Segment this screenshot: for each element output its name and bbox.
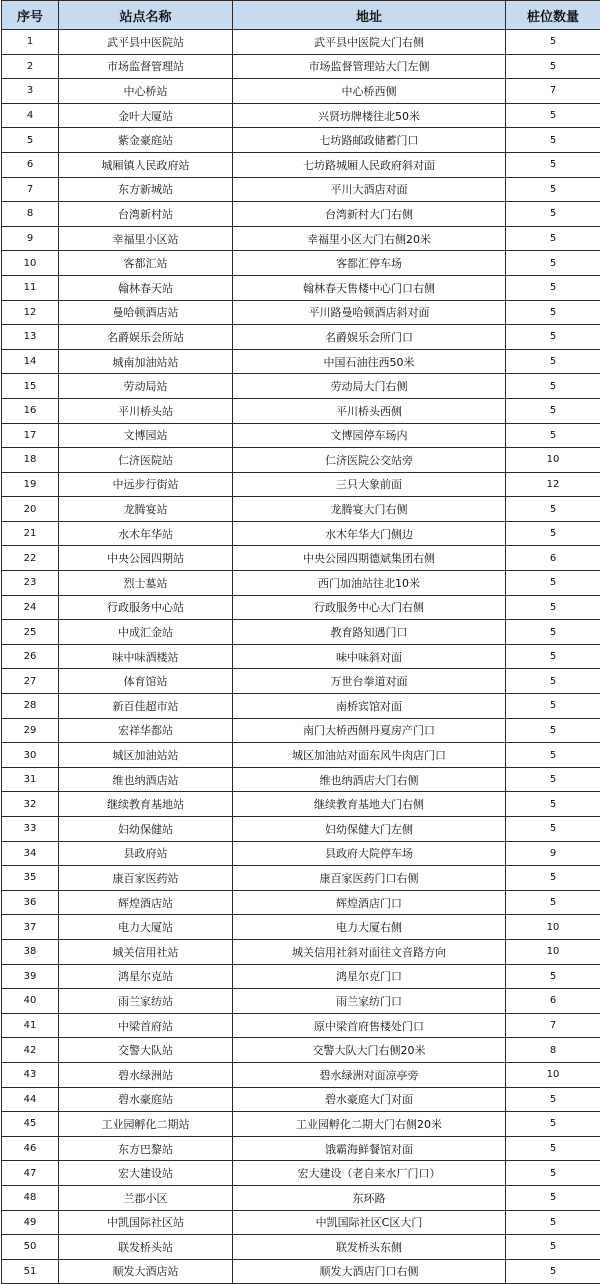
cell-pile-count: 10 xyxy=(506,448,600,473)
cell-station-name: 中心桥站 xyxy=(59,79,233,104)
cell-index: 25 xyxy=(2,620,59,645)
cell-station-name: 曼哈顿酒店站 xyxy=(59,300,233,325)
table-row xyxy=(2,226,600,251)
cell-address: 平川路曼哈顿酒店斜对面 xyxy=(233,300,506,325)
table-row xyxy=(2,1112,600,1137)
cell-address: 县政府大院停车场 xyxy=(233,841,506,866)
table-row xyxy=(2,398,600,423)
table-row xyxy=(2,890,600,915)
cell-pile-count: 5 xyxy=(506,325,600,350)
cell-index: 32 xyxy=(2,792,59,817)
cell-address: 幸福里小区大门右侧20米 xyxy=(233,226,506,251)
cell-address: 市场监督管理站大门左侧 xyxy=(233,54,506,79)
cell-index: 43 xyxy=(2,1062,59,1087)
cell-address: 客都汇停车场 xyxy=(233,251,506,276)
table-row xyxy=(2,1185,600,1210)
cell-pile-count: 10 xyxy=(506,915,600,940)
table-row xyxy=(2,521,600,546)
cell-station-name: 宏大建设站 xyxy=(59,1161,233,1186)
cell-address: 维也纳酒店大门右侧 xyxy=(233,767,506,792)
cell-station-name: 继续教育基地站 xyxy=(59,792,233,817)
cell-address: 万世台拳道对面 xyxy=(233,669,506,694)
cell-station-name: 仁济医院站 xyxy=(59,448,233,473)
cell-address: 兴贤坊牌楼往北50米 xyxy=(233,103,506,128)
cell-address: 康百家医药门口右侧 xyxy=(233,866,506,891)
table-row xyxy=(2,595,600,620)
table-row xyxy=(2,423,600,448)
cell-address: 南桥宾馆对面 xyxy=(233,694,506,719)
cell-index: 34 xyxy=(2,841,59,866)
cell-index: 18 xyxy=(2,448,59,473)
cell-address: 行政服务中心大门右侧 xyxy=(233,595,506,620)
cell-station-name: 水木年华站 xyxy=(59,521,233,546)
cell-address: 电力大厦右侧 xyxy=(233,915,506,940)
table-row xyxy=(2,718,600,743)
table-row xyxy=(2,79,600,104)
cell-index: 5 xyxy=(2,128,59,153)
cell-address: 西门加油站往北10米 xyxy=(233,571,506,596)
cell-station-name: 龙腾宴站 xyxy=(59,497,233,522)
table-row xyxy=(2,54,600,79)
table-row xyxy=(2,251,600,276)
cell-index: 8 xyxy=(2,202,59,227)
table-row xyxy=(2,349,600,374)
cell-address: 劳动局大门右侧 xyxy=(233,374,506,399)
cell-station-name: 金叶大厦站 xyxy=(59,103,233,128)
cell-pile-count: 5 xyxy=(506,1087,600,1112)
cell-station-name: 客都汇站 xyxy=(59,251,233,276)
cell-station-name: 紫金豪庭站 xyxy=(59,128,233,153)
table-row xyxy=(2,374,600,399)
cell-pile-count: 5 xyxy=(506,1210,600,1235)
cell-index: 46 xyxy=(2,1136,59,1161)
cell-address: 工业园孵化二期大门右侧20米 xyxy=(233,1112,506,1137)
table-row xyxy=(2,448,600,473)
cell-index: 16 xyxy=(2,398,59,423)
cell-station-name: 碧水豪庭站 xyxy=(59,1087,233,1112)
cell-pile-count: 5 xyxy=(506,226,600,251)
cell-pile-count: 5 xyxy=(506,669,600,694)
cell-index: 23 xyxy=(2,571,59,596)
cell-station-name: 台湾新村站 xyxy=(59,202,233,227)
table-row xyxy=(2,939,600,964)
cell-address: 顺发大酒店门口右侧 xyxy=(233,1259,506,1284)
cell-station-name: 碧水绿洲站 xyxy=(59,1062,233,1087)
cell-address: 台湾新村大门右侧 xyxy=(233,202,506,227)
table-row xyxy=(2,152,600,177)
cell-pile-count: 5 xyxy=(506,890,600,915)
cell-pile-count: 5 xyxy=(506,374,600,399)
cell-index: 6 xyxy=(2,152,59,177)
cell-address: 中央公园四期德斌集团右侧 xyxy=(233,546,506,571)
table-row xyxy=(2,743,600,768)
table-row xyxy=(2,325,600,350)
cell-index: 38 xyxy=(2,939,59,964)
table-row xyxy=(2,620,600,645)
cell-index: 50 xyxy=(2,1235,59,1260)
table-row xyxy=(2,1038,600,1063)
table-row xyxy=(2,1161,600,1186)
cell-station-name: 东方新城站 xyxy=(59,177,233,202)
cell-pile-count: 8 xyxy=(506,1038,600,1063)
cell-address: 碧水绿洲对面凉亭旁 xyxy=(233,1062,506,1087)
cell-pile-count: 5 xyxy=(506,30,600,55)
table-row xyxy=(2,1013,600,1038)
cell-index: 20 xyxy=(2,497,59,522)
cell-pile-count: 5 xyxy=(506,1259,600,1284)
cell-pile-count: 5 xyxy=(506,521,600,546)
table-row xyxy=(2,644,600,669)
cell-address: 原中梁首府售楼处门口 xyxy=(233,1013,506,1038)
cell-index: 7 xyxy=(2,177,59,202)
cell-index: 29 xyxy=(2,718,59,743)
cell-index: 35 xyxy=(2,866,59,891)
table-row xyxy=(2,300,600,325)
cell-station-name: 顺发大酒店站 xyxy=(59,1259,233,1284)
table-row xyxy=(2,128,600,153)
table-header-row xyxy=(2,1,600,30)
table-row xyxy=(2,669,600,694)
cell-address: 味中味斜对面 xyxy=(233,644,506,669)
cell-index: 19 xyxy=(2,472,59,497)
header-station-name: 站点名称 xyxy=(59,1,233,30)
cell-address: 水木年华大门侧边 xyxy=(233,521,506,546)
cell-address: 碧水豪庭大门对面 xyxy=(233,1087,506,1112)
cell-index: 17 xyxy=(2,423,59,448)
cell-station-name: 中梁首府站 xyxy=(59,1013,233,1038)
cell-station-name: 劳动局站 xyxy=(59,374,233,399)
cell-pile-count: 7 xyxy=(506,79,600,104)
cell-address: 妇幼保健大门左侧 xyxy=(233,817,506,842)
table-row xyxy=(2,694,600,719)
header-index: 序号 xyxy=(2,1,59,30)
cell-index: 13 xyxy=(2,325,59,350)
cell-index: 48 xyxy=(2,1185,59,1210)
cell-index: 42 xyxy=(2,1038,59,1063)
cell-index: 27 xyxy=(2,669,59,694)
cell-pile-count: 5 xyxy=(506,103,600,128)
cell-station-name: 中成汇金站 xyxy=(59,620,233,645)
cell-station-name: 翰林春天站 xyxy=(59,275,233,300)
cell-pile-count: 5 xyxy=(506,718,600,743)
cell-address: 中凯国际社区C区大门 xyxy=(233,1210,506,1235)
cell-address: 交警大队大门右侧20米 xyxy=(233,1038,506,1063)
cell-index: 24 xyxy=(2,595,59,620)
cell-pile-count: 5 xyxy=(506,275,600,300)
cell-station-name: 城区加油站站 xyxy=(59,743,233,768)
table-row xyxy=(2,472,600,497)
cell-address: 名爵娱乐会所门口 xyxy=(233,325,506,350)
cell-station-name: 东方巴黎站 xyxy=(59,1136,233,1161)
table-row xyxy=(2,841,600,866)
cell-pile-count: 9 xyxy=(506,841,600,866)
cell-pile-count: 5 xyxy=(506,177,600,202)
cell-station-name: 体育馆站 xyxy=(59,669,233,694)
cell-address: 继续教育基地大门右侧 xyxy=(233,792,506,817)
table-row xyxy=(2,571,600,596)
table-row xyxy=(2,546,600,571)
cell-address: 东环路 xyxy=(233,1185,506,1210)
cell-station-name: 宏祥华都站 xyxy=(59,718,233,743)
table-row xyxy=(2,817,600,842)
cell-address: 平川桥头西侧 xyxy=(233,398,506,423)
table-row xyxy=(2,964,600,989)
cell-pile-count: 5 xyxy=(506,1161,600,1186)
cell-station-name: 城厢镇人民政府站 xyxy=(59,152,233,177)
header-pile-count: 桩位数量 xyxy=(506,1,600,30)
cell-pile-count: 5 xyxy=(506,423,600,448)
cell-station-name: 味中味酒楼站 xyxy=(59,644,233,669)
cell-index: 12 xyxy=(2,300,59,325)
table-row xyxy=(2,1087,600,1112)
table-row xyxy=(2,989,600,1014)
table-row xyxy=(2,866,600,891)
cell-index: 37 xyxy=(2,915,59,940)
cell-pile-count: 5 xyxy=(506,743,600,768)
cell-index: 51 xyxy=(2,1259,59,1284)
cell-pile-count: 5 xyxy=(506,349,600,374)
cell-pile-count: 5 xyxy=(506,866,600,891)
cell-pile-count: 5 xyxy=(506,1112,600,1137)
cell-station-name: 电力大厦站 xyxy=(59,915,233,940)
cell-station-name: 烈士墓站 xyxy=(59,571,233,596)
table-row xyxy=(2,767,600,792)
cell-address: 联发桥头东侧 xyxy=(233,1235,506,1260)
cell-station-name: 平川桥头站 xyxy=(59,398,233,423)
cell-station-name: 中远步行街站 xyxy=(59,472,233,497)
cell-index: 30 xyxy=(2,743,59,768)
cell-index: 49 xyxy=(2,1210,59,1235)
cell-address: 城区加油站对面东风牛肉店门口 xyxy=(233,743,506,768)
cell-station-name: 交警大队站 xyxy=(59,1038,233,1063)
cell-station-name: 行政服务中心站 xyxy=(59,595,233,620)
cell-address: 宏大建设（老自来水厂门口） xyxy=(233,1161,506,1186)
cell-index: 21 xyxy=(2,521,59,546)
cell-pile-count: 6 xyxy=(506,546,600,571)
cell-station-name: 武平县中医院站 xyxy=(59,30,233,55)
cell-pile-count: 10 xyxy=(506,939,600,964)
cell-station-name: 县政府站 xyxy=(59,841,233,866)
cell-index: 45 xyxy=(2,1112,59,1137)
cell-address: 饿霸海鲜餐馆对面 xyxy=(233,1136,506,1161)
cell-pile-count: 5 xyxy=(506,251,600,276)
table-row xyxy=(2,915,600,940)
table-row xyxy=(2,275,600,300)
cell-pile-count: 5 xyxy=(506,694,600,719)
cell-index: 11 xyxy=(2,275,59,300)
table-row xyxy=(2,202,600,227)
cell-address: 雨兰家纺门口 xyxy=(233,989,506,1014)
cell-station-name: 康百家医药站 xyxy=(59,866,233,891)
cell-pile-count: 12 xyxy=(506,472,600,497)
cell-index: 31 xyxy=(2,767,59,792)
cell-pile-count: 5 xyxy=(506,817,600,842)
cell-index: 2 xyxy=(2,54,59,79)
cell-index: 22 xyxy=(2,546,59,571)
cell-pile-count: 5 xyxy=(506,767,600,792)
table-row xyxy=(2,497,600,522)
cell-station-name: 市场监督管理站 xyxy=(59,54,233,79)
cell-index: 44 xyxy=(2,1087,59,1112)
cell-index: 33 xyxy=(2,817,59,842)
cell-address: 翰林春天售楼中心门口右侧 xyxy=(233,275,506,300)
cell-address: 平川大酒店对面 xyxy=(233,177,506,202)
cell-pile-count: 6 xyxy=(506,989,600,1014)
table-row xyxy=(2,30,600,55)
cell-pile-count: 10 xyxy=(506,1062,600,1087)
cell-pile-count: 5 xyxy=(506,1136,600,1161)
cell-pile-count: 5 xyxy=(506,792,600,817)
cell-pile-count: 5 xyxy=(506,1185,600,1210)
table-row xyxy=(2,1062,600,1087)
cell-address: 仁济医院公交站旁 xyxy=(233,448,506,473)
cell-address: 辉煌酒店门口 xyxy=(233,890,506,915)
cell-pile-count: 5 xyxy=(506,54,600,79)
cell-index: 41 xyxy=(2,1013,59,1038)
cell-address: 南门大桥西侧丹夏房产门口 xyxy=(233,718,506,743)
header-address: 地址 xyxy=(233,1,506,30)
cell-address: 教育路知遇门口 xyxy=(233,620,506,645)
cell-address: 城关信用社斜对面往文音路方向 xyxy=(233,939,506,964)
cell-address: 鸿星尔克门口 xyxy=(233,964,506,989)
cell-index: 1 xyxy=(2,30,59,55)
cell-station-name: 辉煌酒店站 xyxy=(59,890,233,915)
table-body xyxy=(2,30,600,1284)
cell-station-name: 文博园站 xyxy=(59,423,233,448)
table-row xyxy=(2,1235,600,1260)
table-row xyxy=(2,1210,600,1235)
cell-station-name: 兰郡小区 xyxy=(59,1185,233,1210)
cell-pile-count: 5 xyxy=(506,620,600,645)
cell-index: 36 xyxy=(2,890,59,915)
table-row xyxy=(2,1259,600,1284)
cell-index: 10 xyxy=(2,251,59,276)
table-row xyxy=(2,792,600,817)
cell-station-name: 名爵娱乐会所站 xyxy=(59,325,233,350)
cell-index: 3 xyxy=(2,79,59,104)
cell-pile-count: 5 xyxy=(506,644,600,669)
cell-address: 龙腾宴大门右侧 xyxy=(233,497,506,522)
cell-station-name: 中凯国际社区站 xyxy=(59,1210,233,1235)
cell-pile-count: 5 xyxy=(506,202,600,227)
cell-pile-count: 5 xyxy=(506,152,600,177)
cell-index: 15 xyxy=(2,374,59,399)
cell-pile-count: 5 xyxy=(506,128,600,153)
table-row xyxy=(2,103,600,128)
cell-index: 4 xyxy=(2,103,59,128)
cell-address: 中心桥西侧 xyxy=(233,79,506,104)
cell-address: 武平县中医院大门右侧 xyxy=(233,30,506,55)
cell-address: 七坊路城厢人民政府斜对面 xyxy=(233,152,506,177)
cell-station-name: 城关信用社站 xyxy=(59,939,233,964)
cell-pile-count: 5 xyxy=(506,300,600,325)
cell-index: 47 xyxy=(2,1161,59,1186)
table-row xyxy=(2,177,600,202)
cell-address: 中国石油往西50米 xyxy=(233,349,506,374)
cell-station-name: 鸿星尔克站 xyxy=(59,964,233,989)
cell-address: 文博园停车场内 xyxy=(233,423,506,448)
cell-station-name: 幸福里小区站 xyxy=(59,226,233,251)
cell-station-name: 联发桥头站 xyxy=(59,1235,233,1260)
station-table xyxy=(1,0,600,1284)
table-row xyxy=(2,1136,600,1161)
cell-station-name: 妇幼保健站 xyxy=(59,817,233,842)
cell-index: 28 xyxy=(2,694,59,719)
cell-station-name: 城南加油站站 xyxy=(59,349,233,374)
cell-index: 39 xyxy=(2,964,59,989)
cell-index: 9 xyxy=(2,226,59,251)
cell-pile-count: 5 xyxy=(506,595,600,620)
cell-station-name: 维也纳酒店站 xyxy=(59,767,233,792)
cell-pile-count: 5 xyxy=(506,398,600,423)
cell-address: 三只大象前面 xyxy=(233,472,506,497)
cell-index: 14 xyxy=(2,349,59,374)
cell-pile-count: 5 xyxy=(506,1235,600,1260)
cell-index: 40 xyxy=(2,989,59,1014)
cell-address: 七坊路邮政储蓄门口 xyxy=(233,128,506,153)
cell-pile-count: 7 xyxy=(506,1013,600,1038)
cell-station-name: 新百佳超市站 xyxy=(59,694,233,719)
cell-station-name: 工业园孵化二期站 xyxy=(59,1112,233,1137)
cell-pile-count: 5 xyxy=(506,571,600,596)
cell-index: 26 xyxy=(2,644,59,669)
cell-station-name: 中央公园四期站 xyxy=(59,546,233,571)
cell-station-name: 雨兰家纺站 xyxy=(59,989,233,1014)
cell-pile-count: 5 xyxy=(506,497,600,522)
cell-pile-count: 5 xyxy=(506,964,600,989)
